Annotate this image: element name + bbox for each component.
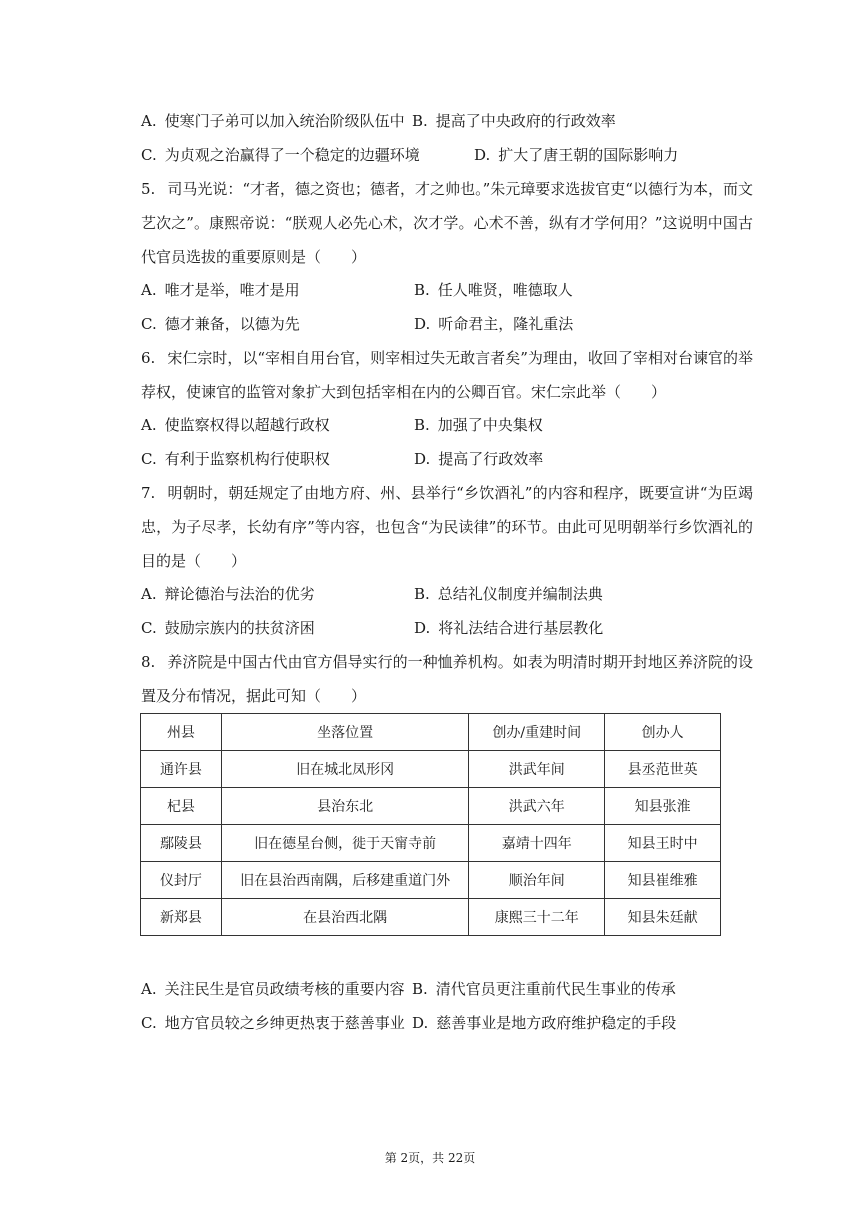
relief-house-table [140, 713, 721, 936]
q7-option-a [141, 584, 315, 604]
table-cell: 新郑县 [141, 899, 222, 936]
q8-option-d [412, 1013, 676, 1033]
option-text: 使寒门子弟可以加入统治阶级队伍中 [164, 112, 405, 130]
question-number: 6. [141, 349, 156, 367]
table-cell: 知县王时中 [605, 825, 721, 862]
table-cell: 鄢陵县 [141, 825, 222, 862]
option-letter: A. [141, 980, 157, 998]
option-letter: C. [141, 1014, 157, 1032]
table-header-cell: 坐落位置 [221, 714, 469, 751]
table-row [141, 862, 721, 899]
q8-option-c [141, 1013, 405, 1033]
q6-option-b [414, 415, 543, 435]
table-cell: 知县张淮 [605, 788, 721, 825]
option-letter: B. [414, 416, 430, 434]
question-text: 明朝时，朝廷规定了由地方府、州、县举行“乡饮酒礼”的内容和程序，既要宣讲“为臣竭忠，为子尽孝，长幼有序”等内容，也包含“为民读律”的环节。由此可见明朝举行乡饮酒礼的目的是（ ） [141, 484, 753, 570]
q4-option-d [474, 145, 678, 165]
question-5-stem [141, 172, 753, 274]
option-text: 扩大了唐王朝的国际影响力 [498, 146, 679, 164]
option-text: 加强了中央集权 [437, 416, 543, 434]
option-letter: D. [474, 146, 491, 164]
question-text: 宋仁宗时，以“宰相自用台官，则宰相过失无敢言者矣”为理由，收回了宰相对台谏官的举荐权，使谏官的监管对象扩大到包括宰相在内的公卿百官。宋仁宗此举（ ） [141, 349, 753, 401]
table-cell: 旧在城北凤形冈 [221, 751, 469, 788]
question-number: 8. [141, 653, 156, 671]
q7-option-d [414, 618, 603, 638]
option-text: 使监察权得以超越行政权 [164, 416, 330, 434]
option-letter: C. [141, 315, 157, 333]
q8-option-b [412, 979, 676, 999]
option-letter: A. [141, 281, 157, 299]
option-letter: B. [412, 980, 428, 998]
table-header-row [141, 714, 721, 751]
q5-option-d [414, 314, 573, 334]
table-header-cell: 创办/重建时间 [469, 714, 605, 751]
q4-option-b [412, 111, 616, 131]
question-text: 养济院是中国古代由官方倡导实行的一种恤养机构。如表为明清时期开封地区养济院的设置及分布情况，据此可知（ ） [141, 653, 753, 705]
table-row [141, 751, 721, 788]
q5-option-c [141, 314, 300, 334]
option-letter: C. [141, 619, 157, 637]
option-text: 清代官员更注重前代民生事业的传承 [435, 980, 676, 998]
table-row [141, 899, 721, 936]
option-text: 鼓励宗族内的扶贫济困 [164, 619, 315, 637]
table-cell: 旧在德星台侧，徙于天甯寺前 [221, 825, 469, 862]
q6-option-d [414, 449, 543, 469]
q7-option-b [414, 584, 603, 604]
option-text: 唯才是举，唯才是用 [164, 281, 300, 299]
table-cell: 知县朱廷献 [605, 899, 721, 936]
option-text: 听命君主，隆礼重法 [438, 315, 574, 333]
option-letter: C. [141, 146, 157, 164]
table-header-cell: 创办人 [605, 714, 721, 751]
q7-option-c [141, 618, 315, 638]
table-cell: 洪武六年 [469, 788, 605, 825]
option-text: 有利于监察机构行使职权 [164, 450, 330, 468]
table-row [141, 788, 721, 825]
option-letter: A. [141, 585, 157, 603]
table-cell: 旧在县治西南隅，后移建重道门外 [221, 862, 469, 899]
question-number: 7. [141, 484, 156, 502]
option-letter: B. [412, 112, 428, 130]
q4-option-a [141, 111, 405, 131]
table-cell: 杞县 [141, 788, 222, 825]
option-letter: D. [414, 619, 431, 637]
table-cell: 仪封厅 [141, 862, 222, 899]
option-letter: C. [141, 450, 157, 468]
option-text: 慈善事业是地方政府维护稳定的手段 [436, 1014, 677, 1032]
question-6-stem [141, 341, 753, 409]
option-text: 为贞观之治赢得了一个稳定的边疆环境 [164, 146, 420, 164]
q6-option-a [141, 415, 330, 435]
option-letter: B. [414, 281, 430, 299]
option-text: 德才兼备，以德为先 [164, 315, 300, 333]
q4-option-c [141, 145, 420, 165]
question-number: 5. [141, 180, 156, 198]
option-letter: D. [414, 450, 431, 468]
table-row [141, 825, 721, 862]
table-cell: 顺治年间 [469, 862, 605, 899]
table-cell: 知县崔维雅 [605, 862, 721, 899]
q5-option-a [141, 280, 300, 300]
option-text: 辩论德治与法治的优劣 [164, 585, 315, 603]
table-cell: 洪武年间 [469, 751, 605, 788]
option-text: 总结礼仪制度并编制法典 [437, 585, 603, 603]
option-letter: D. [414, 315, 431, 333]
table-cell: 县丞范世英 [605, 751, 721, 788]
question-8-stem [141, 645, 753, 713]
table-cell: 在县治西北隅 [221, 899, 469, 936]
question-7-stem [141, 476, 753, 578]
option-text: 地方官员较之乡绅更热衷于慈善事业 [164, 1014, 405, 1032]
option-text: 关注民生是官员政绩考核的重要内容 [164, 980, 405, 998]
table-cell: 康熙三十二年 [469, 899, 605, 936]
question-text: 司马光说：“才者，德之资也；德者，才之帅也。”朱元璋要求选拔官吏“以德行为本，而文艺次之”。康熙帝说：“朕观人必先心术，次才学。心术不善，纵有才学何用？”这说明中国古代官员选拔的重要原则是（ ） [141, 180, 753, 266]
table-cell: 县治东北 [221, 788, 469, 825]
q8-option-a [141, 979, 405, 999]
option-text: 提高了中央政府的行政效率 [435, 112, 616, 130]
q5-option-b [414, 280, 573, 300]
option-letter: A. [141, 112, 157, 130]
option-text: 提高了行政效率 [438, 450, 544, 468]
option-text: 任人唯贤，唯德取人 [437, 281, 573, 299]
option-letter: B. [414, 585, 430, 603]
table-cell: 嘉靖十四年 [469, 825, 605, 862]
option-text: 将礼法结合进行基层教化 [438, 619, 604, 637]
table-cell: 通许县 [141, 751, 222, 788]
option-letter: A. [141, 416, 157, 434]
option-letter: D. [412, 1014, 429, 1032]
table-header-cell: 州县 [141, 714, 222, 751]
page-footer: 第 2页，共 22页 [384, 1151, 476, 1165]
q6-option-c [141, 449, 330, 469]
